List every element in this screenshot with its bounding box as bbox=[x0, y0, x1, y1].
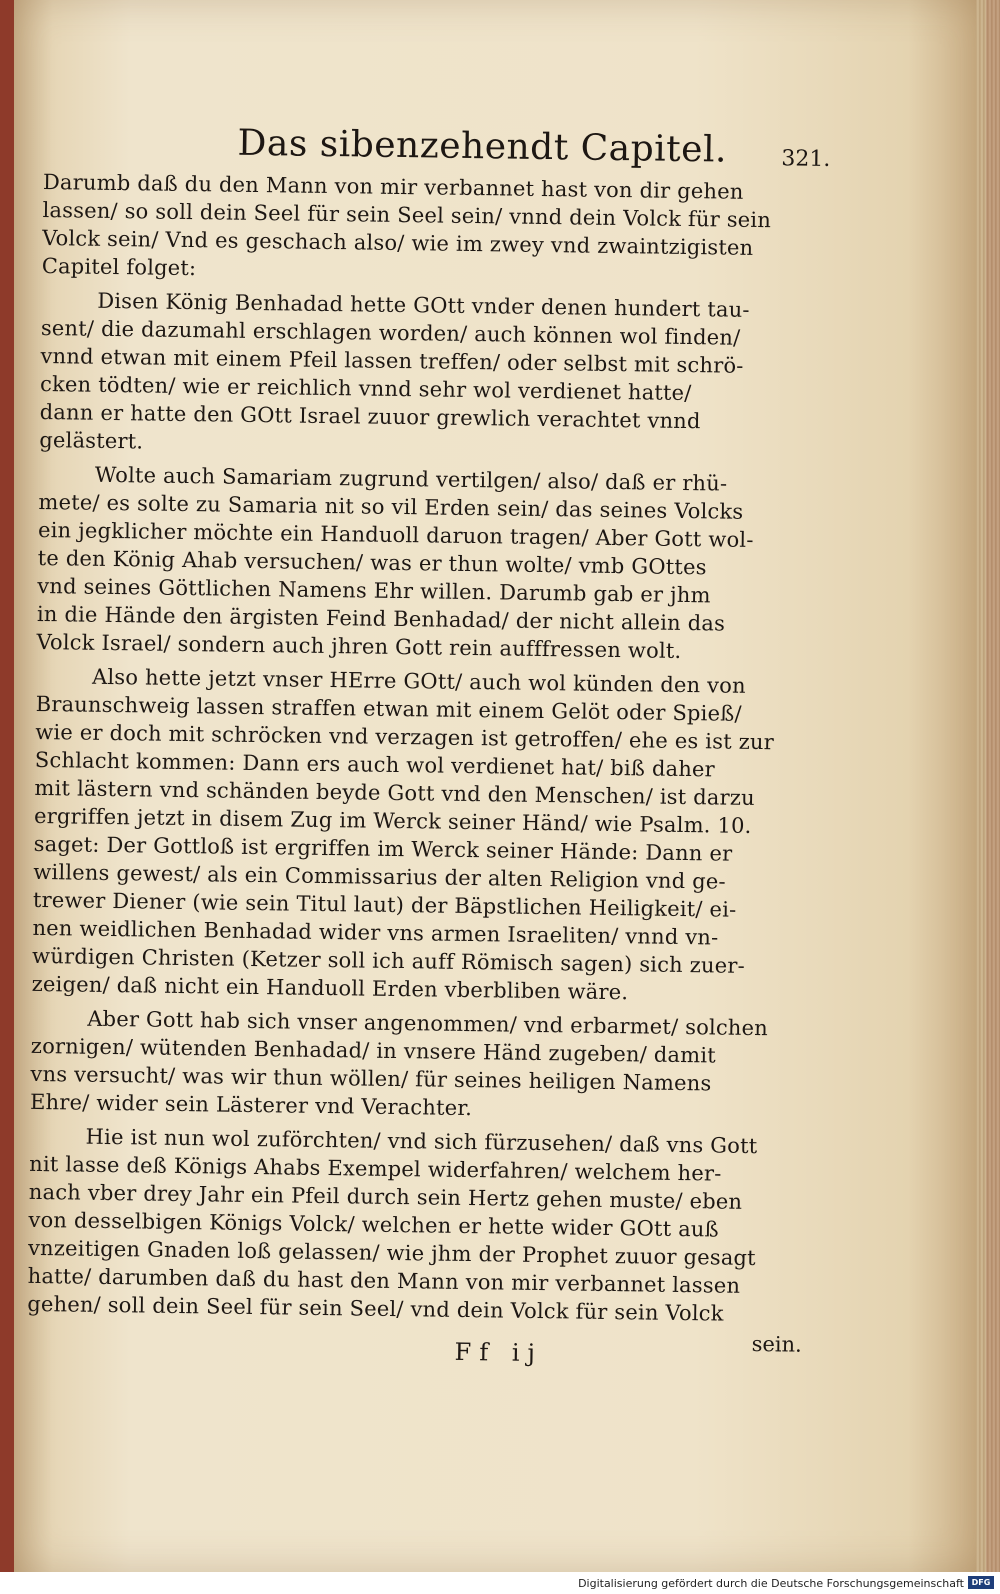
paragraph bbox=[30, 1004, 806, 1127]
dfg-logo: DFG bbox=[968, 1576, 994, 1589]
text-line: nen weidlichen Benhadad wider vns armen Israeliten/ vnnd vn- bbox=[32, 915, 719, 950]
paragraph bbox=[42, 168, 818, 291]
paragraph bbox=[27, 1122, 805, 1329]
text-line: zornigen/ wütenden Benhadad/ in vnsere Händ zugeben/ damit bbox=[30, 1033, 717, 1068]
paragraph bbox=[32, 662, 812, 1009]
page-footer bbox=[26, 1320, 802, 1375]
signature-mark: Ff ij bbox=[454, 1337, 544, 1368]
text-line: Ehre/ wider sein Lästerer vnd Verachter. bbox=[29, 1089, 473, 1121]
text-line: vnnd etwan mit einem Pfeil lassen treffen/ oder selbst mit schrö- bbox=[40, 343, 744, 378]
text-line: würdigen Christen (Ketzer soll ich auff Römisch sagen) sich zuer- bbox=[31, 943, 746, 978]
text-line: zeigen/ daß nicht ein Handuoll Erden vberbliben wäre. bbox=[31, 971, 629, 1005]
text-line: Aber Gott hab sich vnser angenommen/ vnd erbarmet/ solchen bbox=[87, 1006, 769, 1041]
text-line: ergriffen jetzt in disem Zug im Werck seiner Händ/ wie Psalm. 10. bbox=[33, 803, 752, 838]
text-line: mit lästern vnd schänden beyde Gott vnd den Menschen/ ist darzu bbox=[34, 775, 756, 810]
text-line: vns versucht/ was wir thun wöllen/ für seines heiligen Namens bbox=[30, 1061, 712, 1096]
catchword: sein. bbox=[751, 1332, 802, 1357]
credit-text: Digitalisierung gefördert durch die Deutsche Forschungsgemeinschaft bbox=[578, 1577, 964, 1590]
book-page bbox=[14, 0, 986, 1572]
text-line: Wolte auch Samariam zugrund vertilgen/ also/ daß er rhü- bbox=[94, 462, 728, 496]
text-line: sent/ die dazumahl erschlagen worden/ auch können wol finden/ bbox=[40, 315, 741, 350]
running-head bbox=[43, 108, 831, 179]
credit-bar bbox=[0, 1572, 1000, 1594]
text-line: vnd seines Göttlichen Namens Ehr willen. Darumb gab er jhm bbox=[37, 573, 711, 608]
text-line: mete/ es solte zu Samaria nit so vil Erden sein/ das seines Volcks bbox=[38, 489, 744, 524]
text-line: Volck Israel/ sondern auch jhren Gott rein aufffressen wolt. bbox=[36, 629, 682, 663]
text-line: Volck sein/ Vnd es geschach also/ wie im zwey vnd zwaintzigisten bbox=[42, 225, 754, 260]
text-line: Capitel folget: bbox=[41, 253, 197, 281]
text-line: Disen König Benhadad hette GOtt vnder denen hundert tau- bbox=[97, 288, 750, 322]
text-line: wie er doch mit schröcken vnd verzagen ist getroffen/ ehe es ist zur bbox=[35, 719, 775, 755]
text-line: von desselbigen Königs Volck/ welchen er hette wider GOtt auß bbox=[28, 1207, 720, 1242]
body-text bbox=[27, 168, 818, 1329]
text-line: saget: Der Gottloß ist ergriffen im Werck seiner Hände: Dann er bbox=[33, 831, 733, 866]
text-line: ein jegklicher möchte ein Handuoll daruon tragen/ Aber Gott wol- bbox=[37, 517, 754, 552]
text-block bbox=[26, 108, 831, 1375]
paragraph bbox=[36, 460, 814, 667]
text-line: vnzeitigen Gnaden loß gelassen/ wie jhm der Prophet zuuor gesagt bbox=[27, 1235, 756, 1271]
page-number: 321. bbox=[781, 146, 831, 172]
page-edge bbox=[976, 0, 1000, 1572]
text-line: gelästert. bbox=[39, 427, 144, 454]
text-line: nit lasse deß Königs Ahabs Exempel widerfahren/ welchem her- bbox=[29, 1151, 722, 1186]
text-line: willens gewest/ als ein Commissarius der alten Religion vnd ge- bbox=[33, 859, 726, 894]
text-line: Braunschweig lassen straffen etwan mit einem Gelöt oder Spieß/ bbox=[35, 691, 742, 726]
text-line: te den König Ahab versuchen/ was er thun wolte/ vmb GOttes bbox=[37, 545, 707, 580]
text-line: Also hette jetzt vnser HErre GOtt/ auch wol künden den von bbox=[91, 664, 746, 698]
text-line: hatte/ darumben daß du hast den Mann von mir verbannet lassen bbox=[27, 1263, 741, 1298]
text-line: gehen/ soll dein Seel für sein Seel/ vnd dein Volck für sein Volck bbox=[27, 1291, 724, 1326]
text-line: dann er hatte den GOtt Israel zuuor grewlich verachtet vnnd bbox=[39, 399, 701, 434]
paragraph bbox=[39, 286, 816, 465]
running-title: Das sibenzehendt Capitel. bbox=[237, 122, 728, 171]
text-line: nach vber drey Jahr ein Pfeil durch sein Hertz gehen muste/ eben bbox=[28, 1179, 743, 1214]
text-line: Schlacht kommen: Dann ers auch wol verdienet hat/ biß daher bbox=[34, 747, 716, 782]
text-line: lassen/ so soll dein Seel für sein Seel sein/ vnnd dein Volck für sein bbox=[42, 197, 772, 233]
text-line: trewer Diener (wie sein Titul laut) der Bäpstlichen Heiligkeit/ ei- bbox=[32, 887, 737, 922]
text-line: Darumb daß du den Mann von mir verbannet hast von dir gehen bbox=[42, 169, 744, 204]
text-line: cken tödten/ wie er reichlich vnnd sehr wol verdienet hatte/ bbox=[39, 371, 692, 406]
text-line: in die Hände den ärgisten Feind Benhadad/ der nicht allein das bbox=[36, 601, 726, 636]
text-line: Hie ist nun wol zuförchten/ vnd sich fürzusehen/ daß vns Gott bbox=[85, 1124, 758, 1159]
